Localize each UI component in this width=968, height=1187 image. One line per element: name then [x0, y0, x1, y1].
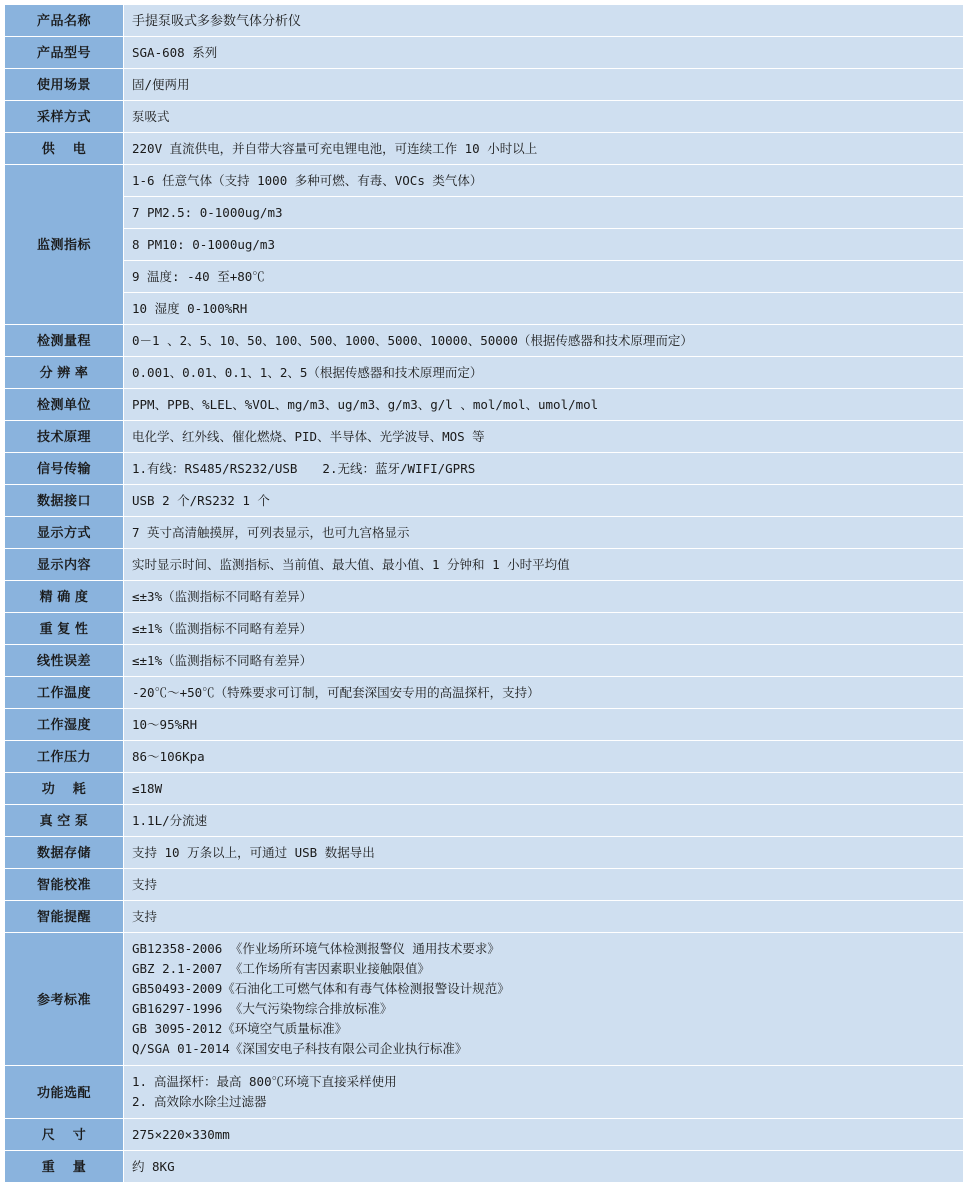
- table-row: [5, 421, 964, 453]
- standard-line: Q/SGA 01-2014《深国安电子科技有限公司企业执行标准》: [132, 1041, 468, 1056]
- table-row: [5, 165, 964, 325]
- spec-value: SGA-608 系列: [124, 37, 964, 69]
- table-row: [5, 101, 964, 133]
- spec-label: 线性误差: [5, 645, 124, 677]
- spec-table-body: [5, 5, 964, 1183]
- table-row: [5, 325, 964, 357]
- spec-sub-row: 10 湿度 0-100%RH: [132, 301, 248, 316]
- standard-line: GBZ 2.1-2007 《工作场所有害因素职业接触限值》: [132, 961, 430, 976]
- spec-label: 工作湿度: [5, 709, 124, 741]
- table-row: [5, 869, 964, 901]
- table-row: [5, 613, 964, 645]
- spec-sub-row: 8 PM10: 0-1000ug/m3: [124, 229, 963, 261]
- spec-label: 使用场景: [5, 69, 124, 101]
- table-row: [5, 37, 964, 69]
- spec-label: 显示内容: [5, 549, 124, 581]
- spec-label: 功能选配: [5, 1066, 124, 1119]
- option-text: 高温探杆：最高 800℃环境下直接采样使用: [154, 1074, 397, 1089]
- option-line: [132, 1072, 955, 1092]
- spec-value: [124, 933, 964, 1066]
- spec-value: -20℃～+50℃（特殊要求可订制，可配套深国安专用的高温探杆，支持）: [124, 677, 964, 709]
- table-row: [5, 741, 964, 773]
- option-number: 2.: [132, 1094, 148, 1109]
- spec-value: 7 英寸高清触摸屏，可列表显示，也可九宫格显示: [124, 517, 964, 549]
- spec-value: 支持: [124, 901, 964, 933]
- spec-value: USB 2 个/RS232 1 个: [124, 485, 964, 517]
- table-row: [5, 805, 964, 837]
- spec-label: 监测指标: [5, 165, 124, 325]
- spec-value: 0.001、0.01、0.1、1、2、5（根据传感器和技术原理而定）: [124, 357, 964, 389]
- table-row: [5, 1066, 964, 1119]
- table-row: [5, 5, 964, 37]
- spec-sub-row: 1-6 任意气体（支持 1000 多种可燃、有毒、VOCs 类气体）: [124, 165, 963, 197]
- table-row: [5, 677, 964, 709]
- spec-value: PPM、PPB、%LEL、%VOL、mg/m3、ug/m3、g/m3、g/l 、mol/mol、umol/mol: [124, 389, 964, 421]
- spec-label: 产品名称: [5, 5, 124, 37]
- table-row: [5, 581, 964, 613]
- spec-value: 220V 直流供电，并自带大容量可充电锂电池，可连续工作 10 小时以上: [124, 133, 964, 165]
- table-row: [5, 389, 964, 421]
- spec-label: 智能校准: [5, 869, 124, 901]
- spec-value: 86～106Kpa: [124, 741, 964, 773]
- spec-label: 工作温度: [5, 677, 124, 709]
- spec-value: ≤18W: [124, 773, 964, 805]
- spec-label: 智能提醒: [5, 901, 124, 933]
- table-row: [5, 517, 964, 549]
- table-row: [5, 133, 964, 165]
- table-row: [5, 485, 964, 517]
- standard-line: GB12358-2006 《作业场所环境气体检测报警仪 通用技术要求》: [132, 941, 500, 956]
- spec-value: 固/便两用: [124, 69, 964, 101]
- spec-label: 重 复 性: [5, 613, 124, 645]
- spec-label: 工作压力: [5, 741, 124, 773]
- spec-value: 电化学、红外线、催化燃烧、PID、半导体、光学波导、MOS 等: [124, 421, 964, 453]
- spec-sub-row: 9 温度: -40 至+80℃: [124, 261, 963, 293]
- spec-value: 0－1 、2、5、10、50、100、500、1000、5000、10000、50000（根据传感器和技术原理而定）: [124, 325, 964, 357]
- spec-label: 尺 寸: [5, 1119, 124, 1151]
- table-row: [5, 901, 964, 933]
- spec-value: 约 8KG: [124, 1151, 964, 1183]
- spec-label: 重 量: [5, 1151, 124, 1183]
- spec-label: 参考标准: [5, 933, 124, 1066]
- spec-value: ≤±1%（监测指标不同略有差异）: [124, 613, 964, 645]
- table-row: [5, 549, 964, 581]
- spec-value: 10～95%RH: [124, 709, 964, 741]
- spec-value: 泵吸式: [124, 101, 964, 133]
- spec-value: 手提泵吸式多参数气体分析仪: [124, 5, 964, 37]
- spec-label: 检测单位: [5, 389, 124, 421]
- spec-value: [124, 165, 964, 325]
- spec-label: 精 确 度: [5, 581, 124, 613]
- spec-label: 技术原理: [5, 421, 124, 453]
- option-number: 1.: [132, 1074, 148, 1089]
- table-row: [5, 645, 964, 677]
- spec-label: 数据存储: [5, 837, 124, 869]
- spec-value: 1.1L/分流速: [124, 805, 964, 837]
- spec-label: 分 辨 率: [5, 357, 124, 389]
- table-row: [5, 709, 964, 741]
- spec-value: ≤±1%（监测指标不同略有差异）: [124, 645, 964, 677]
- spec-value: [124, 1066, 964, 1119]
- spec-value: 275×220×330mm: [124, 1119, 964, 1151]
- spec-sub-row: 7 PM2.5: 0-1000ug/m3: [124, 197, 963, 229]
- spec-value: ≤±3%（监测指标不同略有差异）: [124, 581, 964, 613]
- spec-label: 真 空 泵: [5, 805, 124, 837]
- standard-line: GB16297-1996 《大气污染物综合排放标准》: [132, 1001, 393, 1016]
- spec-label: 信号传输: [5, 453, 124, 485]
- table-row: [5, 1151, 964, 1183]
- option-text: 高效除水除尘过滤器: [154, 1094, 267, 1109]
- spec-label: 数据接口: [5, 485, 124, 517]
- table-row: [5, 773, 964, 805]
- spec-label: 检测量程: [5, 325, 124, 357]
- spec-label: 功 耗: [5, 773, 124, 805]
- option-line: [132, 1092, 955, 1112]
- spec-label: 供 电: [5, 133, 124, 165]
- table-row: [5, 1119, 964, 1151]
- table-row: [5, 837, 964, 869]
- standard-line: GB 3095-2012《环境空气质量标准》: [132, 1021, 348, 1036]
- spec-value: 支持: [124, 869, 964, 901]
- table-row: [5, 69, 964, 101]
- table-row: [5, 933, 964, 1066]
- standard-line: GB50493-2009《石油化工可燃气体和有毒气体检测报警设计规范》: [132, 981, 510, 996]
- product-spec-table: [4, 4, 964, 1183]
- spec-label: 产品型号: [5, 37, 124, 69]
- spec-label: 显示方式: [5, 517, 124, 549]
- spec-value: 实时显示时间、监测指标、当前值、最大值、最小值、1 分钟和 1 小时平均值: [124, 549, 964, 581]
- table-row: [5, 453, 964, 485]
- table-row: [5, 357, 964, 389]
- spec-value: 1.有线：RS485/RS232/USB 2.无线：蓝牙/WIFI/GPRS: [124, 453, 964, 485]
- spec-label: 采样方式: [5, 101, 124, 133]
- spec-value: 支持 10 万条以上，可通过 USB 数据导出: [124, 837, 964, 869]
